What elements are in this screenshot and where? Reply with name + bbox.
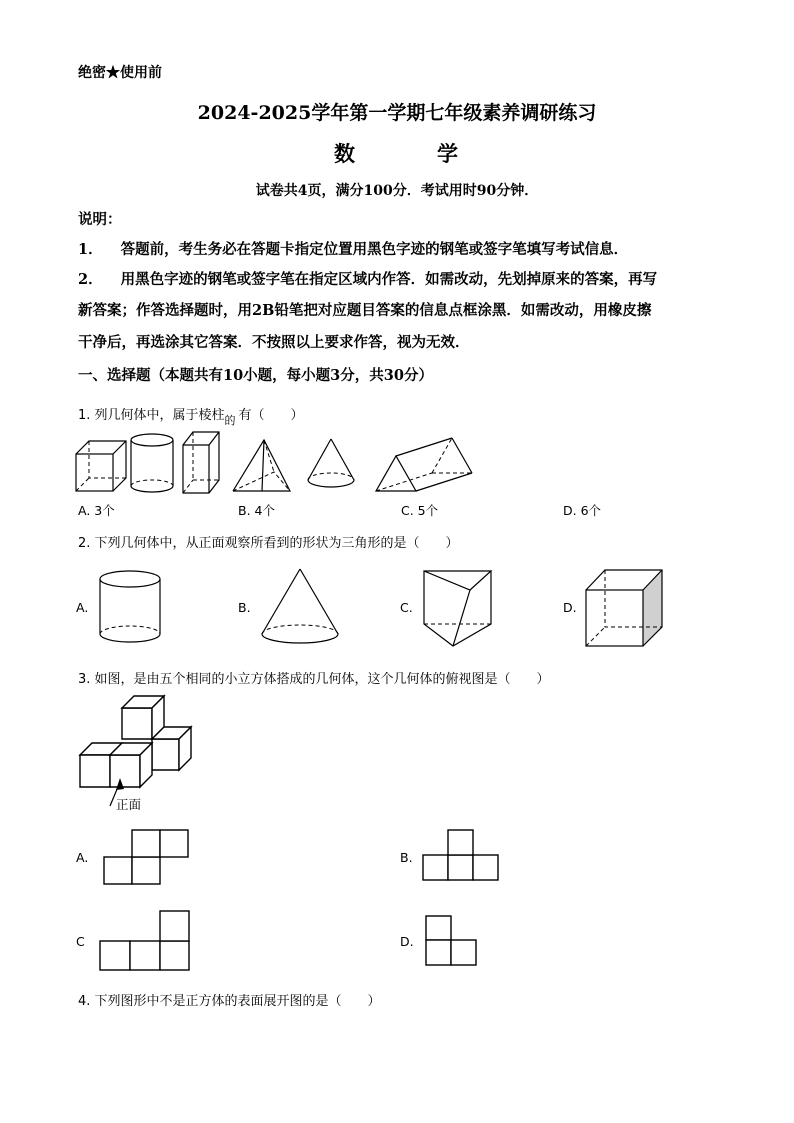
instructions-heading: 说明： xyxy=(78,211,122,228)
q2-cube xyxy=(586,570,662,646)
q3-option-b-figure xyxy=(423,830,498,880)
q1-text-after: 有（ ） xyxy=(238,408,304,423)
q3-front-label: 正面 xyxy=(116,797,142,812)
q3-option-d[interactable]: D. xyxy=(400,934,414,949)
q1-triangular-prism-upright xyxy=(183,432,219,493)
instruction-2-text-1: 用黑色字迹的钢笔或签字笔在指定区域内作答．如需改动，先划掉原来的答案，再写 xyxy=(120,271,658,288)
q2-option-b[interactable]: B. xyxy=(238,600,251,615)
q1-triangular-prism-lying xyxy=(376,438,472,491)
instruction-2-line-2: 新答案；作答选择题时，用2B铅笔把对应题目答案的信息点框涂黑．如需改动，用橡皮擦 xyxy=(78,302,652,319)
q2-triangular-prism xyxy=(424,571,491,646)
instruction-2-num: 2． xyxy=(78,271,103,288)
q3-option-c[interactable]: C xyxy=(76,934,85,949)
q2-cone xyxy=(262,569,338,643)
instruction-1-text: 答题前，考生务必在答题卡指定位置用黑色字迹的钢笔或签字笔填写考试信息． xyxy=(120,241,629,258)
q1-option-b[interactable]: B. 4个 xyxy=(238,503,275,518)
paper-title: 2024-2025学年第一学期七年级素养调研练习 xyxy=(197,102,597,124)
subject-char-1: 数 xyxy=(334,141,357,166)
q2-option-a[interactable]: A. xyxy=(76,600,89,615)
q2-option-d[interactable]: D. xyxy=(563,600,577,615)
question-4-text: 4. 下列图形中不是正方体的表面展开图的是（ ） xyxy=(78,994,381,1009)
q1-option-d[interactable]: D. 6个 xyxy=(563,503,602,518)
q3-option-c-figure xyxy=(100,911,189,970)
question-3-text: 3. 如图，是由五个相同的小立方体搭成的几何体，这个几何体的俯视图是（ ） xyxy=(78,672,550,687)
q3-option-b[interactable]: B. xyxy=(400,850,413,865)
q3-option-a-figure xyxy=(104,830,188,884)
q1-cylinder xyxy=(131,434,173,492)
q2-option-c[interactable]: C. xyxy=(400,600,413,615)
q2-cylinder xyxy=(100,571,160,642)
q3-option-a[interactable]: A. xyxy=(76,850,89,865)
q1-cone xyxy=(308,439,354,487)
q1-pyramid xyxy=(233,440,290,491)
instruction-2-line-3: 干净后，再选涂其它答案．不按照以上要求作答，视为无效． xyxy=(78,334,470,351)
paper-info: 试卷共4页，满分100分．考试用时90分钟． xyxy=(255,183,539,199)
confidential-label: 绝密★使用前 xyxy=(78,65,162,81)
subject-char-2: 学 xyxy=(437,141,460,166)
q3-cube-stack xyxy=(80,696,191,806)
q1-option-c[interactable]: C. 5个 xyxy=(401,503,439,518)
question-2-text: 2. 下列几何体中，从正面观察所看到的形状为三角形的是（ ） xyxy=(78,536,459,551)
q1-text-before: 1. 列几何体中，属于棱柱 xyxy=(78,408,225,423)
q1-option-a[interactable]: A. 3个 xyxy=(78,503,115,518)
q3-option-d-figure xyxy=(426,916,476,965)
section-1-heading: 一、选择题（本题共有10小题，每小题3分，共30分） xyxy=(78,367,433,384)
q1-sup: 的 xyxy=(224,414,236,427)
q1-cube xyxy=(76,441,126,491)
instruction-1-num: 1． xyxy=(78,241,103,258)
